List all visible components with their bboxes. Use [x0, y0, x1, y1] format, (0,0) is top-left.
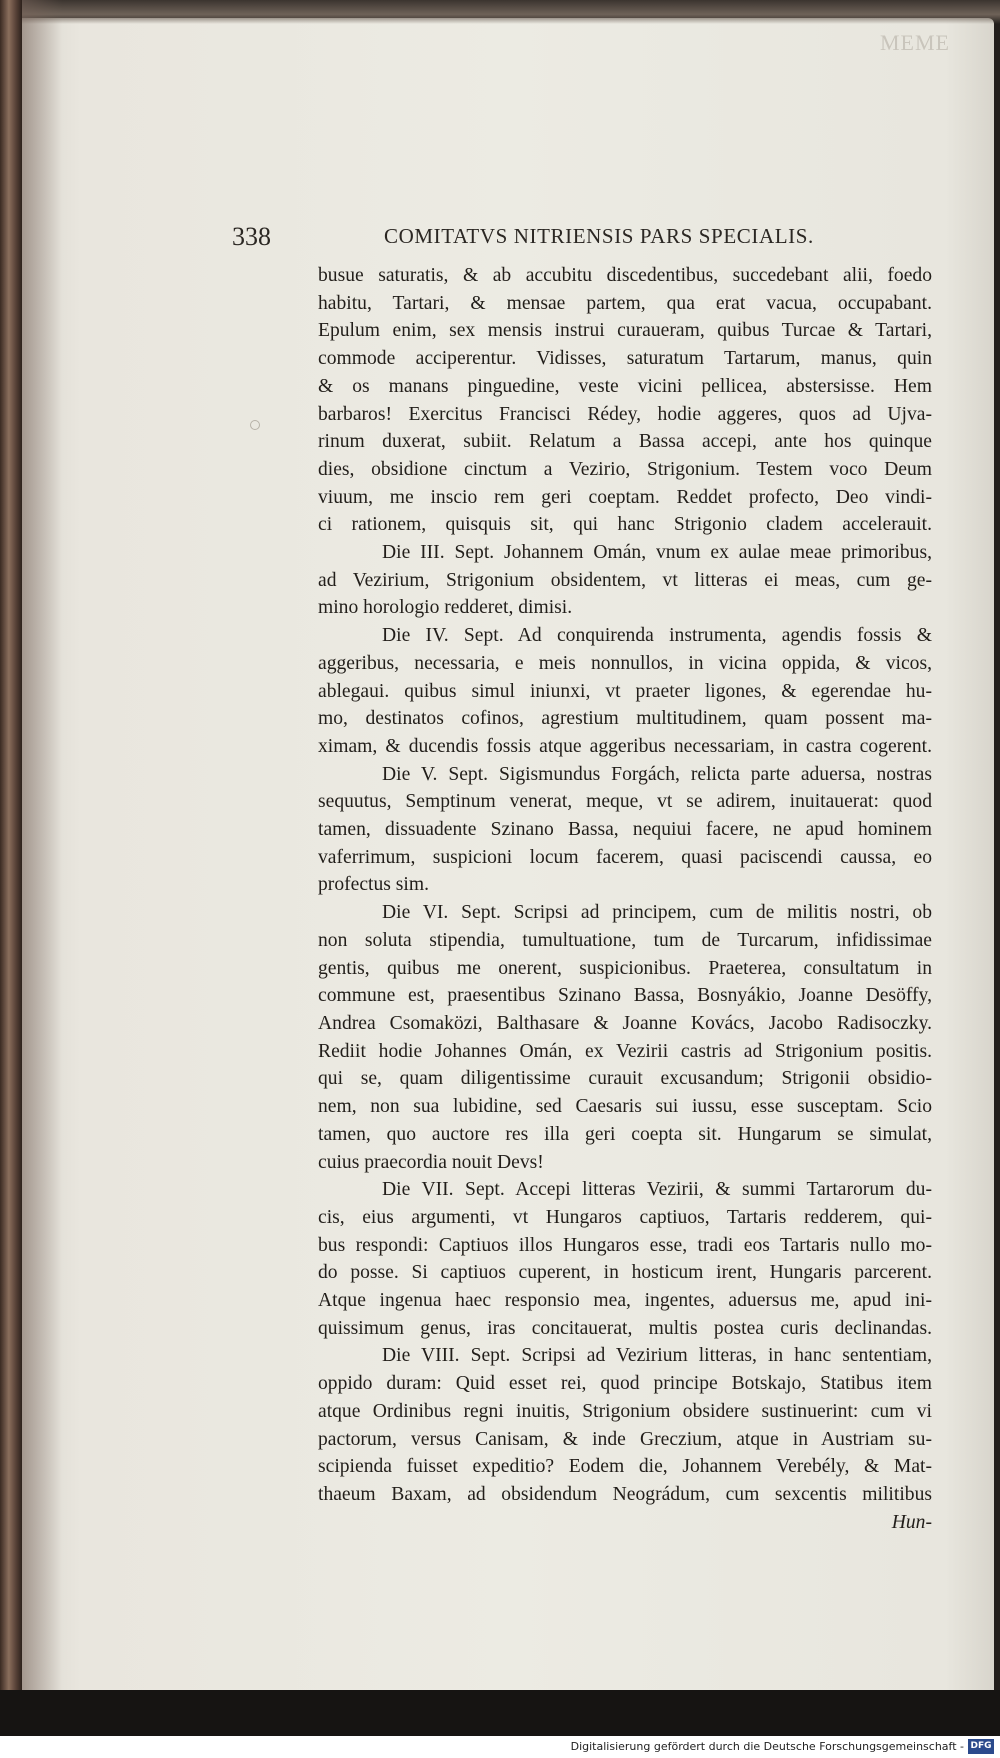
- text-line: do posse. Si captiuos cuperent, in hosticum irent, Hungaris parcerent.: [318, 1262, 932, 1284]
- text-line: busue saturatis, & ab accubitu discedentibus, succedebant alii, foedo: [318, 265, 932, 286]
- text-line: quissimum genus, iras concitauerat, multis postea curis declinandas.: [318, 1317, 932, 1339]
- text-lines: [318, 262, 932, 1509]
- page-top-shadow: [22, 0, 1000, 24]
- text-line: barbaros! Exercitus Francisci Rédey, hodie aggeres, quos ad Ujva-: [318, 403, 932, 425]
- text-line: Die VI. Sept. Scripsi ad principem, cum de militis nostri, ob: [382, 902, 932, 924]
- page-number: 338: [232, 222, 271, 251]
- book-spine-edge: [0, 0, 22, 1700]
- dfg-logo[interactable]: DFG: [968, 1739, 994, 1754]
- text-line: aggeribus, necessaria, e meis nonnullos, in vicina oppida, & vicos,: [318, 652, 932, 674]
- paper-mark: [250, 420, 260, 430]
- text-line: qui se, quam diligentissime curauit excusandum; Strigonii obsidio-: [318, 1068, 932, 1090]
- footer-credit[interactable]: Digitalisierung gefördert durch die Deutsche Forschungsgemeinschaft -: [570, 1740, 964, 1753]
- text-line: viuum, me inscio rem geri coeptam. Reddet profecto, Deo vindi-: [318, 486, 932, 508]
- text-line: ci rationem, quisquis sit, qui hanc Strigonio cladem accelerauit.: [318, 514, 932, 536]
- text-line: cuius praecordia nouit Devs!: [318, 1151, 544, 1173]
- text-line: gentis, quibus me onerent, suspicionibus. Praeterea, consultatum in: [318, 957, 932, 979]
- text-line: mino horologio redderet, dimisi.: [318, 597, 573, 619]
- text-line: Rediit hodie Johannes Omán, ex Vezirii castris ad Strigonium positis.: [318, 1040, 932, 1062]
- text-line: commune est, praesentibus Szinano Bassa, Bosnyákio, Joanne Desöffy,: [318, 985, 932, 1007]
- text-line: oppido duram: Quid esset rei, quod principe Botskajo, Statibus item: [318, 1373, 932, 1395]
- text-line: tamen, dissuadente Szinano Bassa, nequiui facere, ne apud hominem: [318, 819, 932, 841]
- text-line: Die IV. Sept. Ad conquirenda instrumenta, agendis fossis &: [382, 625, 932, 647]
- text-line: thaeum Baxam, ad obsidendum Neográdum, cum sexcentis militibus: [318, 1483, 932, 1505]
- text-line: atque Ordinibus regni inuitis, Strigonium obsidere sustinuerint: cum vi: [318, 1400, 932, 1422]
- footer-bar: [0, 1736, 1000, 1758]
- text-line: scipienda fuisset expeditio? Eodem die, Johannem Verebély, & Mat-: [318, 1456, 932, 1478]
- text-line: tamen, quo auctore res illa geri coepta sit. Hungarum se simulat,: [318, 1123, 932, 1145]
- text-line: mo, destinatos cofinos, agrestium multitudinem, quam possent ma-: [318, 708, 932, 730]
- text-line: sequutus, Semptinum venerat, meque, vt se adirem, inuitauerat: quod: [318, 791, 932, 813]
- text-line: ximam, & ducendis fossis atque aggeribus necessariam, in castra cogerent.: [318, 735, 932, 757]
- text-line: rinum duxerat, subiit. Relatum a Bassa accepi, ante hos quinque: [318, 431, 932, 453]
- scan-bottom-band: [0, 1690, 1000, 1736]
- running-head: COMITATVS NITRIENSIS PARS SPECIALIS.: [384, 224, 814, 248]
- text-line: Die VIII. Sept. Scripsi ad Vezirium litteras, in hanc sententiam,: [382, 1345, 932, 1367]
- text-line: nem, non sua lubidine, sed Caesaris sui iussu, esse susceptam. Scio: [318, 1096, 932, 1118]
- text-line: ad Vezirium, Strigonium obsidentem, vt litteras ei meas, cum ge-: [318, 569, 932, 591]
- text-line: commode acciperentur. Vidisses, saturatum Tartarum, manus, quin: [318, 348, 932, 370]
- text-line: ablegaui. quibus simul iniunxi, vt praeter ligones, & egerendae hu-: [318, 680, 932, 702]
- text-line: non soluta stipendia, tumultuatione, tum de Turcarum, infidissimae: [318, 929, 932, 951]
- text-line: habitu, Tartari, & mensae partem, qua erat vacua, occupabant.: [318, 292, 932, 314]
- text-line: Die V. Sept. Sigismundus Forgách, relicta parte aduersa, nostras: [382, 763, 932, 785]
- text-line: Andrea Csomaközi, Balthasare & Joanne Kovács, Jacobo Radisoczky.: [318, 1012, 932, 1034]
- text-line: vaferrimum, suspicioni locum facerem, quasi paciscendi caussa, eo: [318, 846, 932, 868]
- text-line: dies, obsidione cinctum a Vezirio, Strigonium. Testem voco Deum: [318, 458, 932, 480]
- text-line: Epulum enim, sex mensis instrui curaueram, quibus Turcae & Tartari,: [318, 320, 932, 342]
- text-line: Atque ingenua haec responsio mea, ingentes, aduersus me, apud ini-: [318, 1290, 932, 1312]
- text-line: bus respondi: Captiuos illos Hungaros esse, tradi eos Tartaris nullo mo-: [318, 1234, 932, 1256]
- text-line: pactorum, versus Canisam, & inde Greczium, atque in Austriam su-: [318, 1428, 932, 1450]
- text-line: cis, eius argumenti, vt Hungaros captiuos, Tartaris redderem, qui-: [318, 1206, 932, 1228]
- text-line: profectus sim.: [318, 874, 430, 896]
- bleed-through-text: MEME: [880, 30, 950, 55]
- text-line: & os manans pinguedine, veste vicini pellicea, abstersisse. Hem: [318, 375, 932, 397]
- body-text: [318, 262, 932, 1536]
- text-line: Die VII. Sept. Accepi litteras Vezirii, & summi Tartarorum du-: [382, 1179, 932, 1201]
- page-gutter-shadow: [22, 0, 62, 1690]
- text-line: Die III. Sept. Johannem Omán, vnum ex aulae meae primoribus,: [382, 542, 932, 564]
- catchword: Hun-: [891, 1511, 932, 1533]
